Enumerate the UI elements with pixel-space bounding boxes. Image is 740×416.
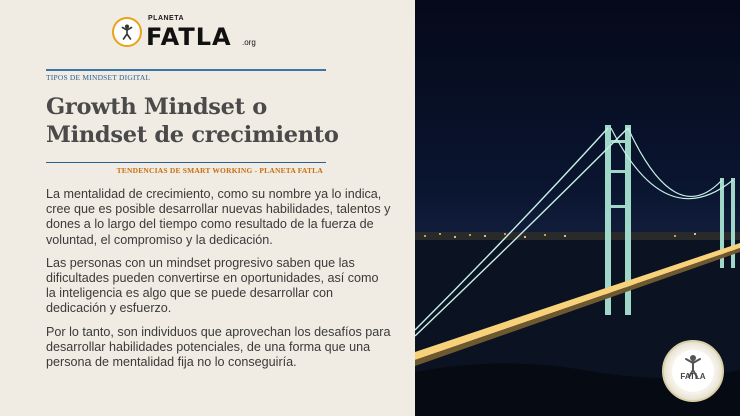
- title-line-2: Mindset de crecimiento: [46, 122, 339, 148]
- body-text: [46, 187, 391, 378]
- title-line-1: Growth Mindset o: [46, 94, 267, 120]
- logo-emblem-icon: [112, 17, 142, 47]
- top-divider: [46, 69, 326, 71]
- bridge-photo: [415, 0, 740, 416]
- people-icon: [121, 24, 133, 40]
- planeta-fatla-logo: [112, 15, 262, 51]
- section-kicker: TIPOS DE MINDSET DIGITAL: [46, 73, 151, 82]
- page-title: [46, 93, 339, 149]
- badge-text: FATLA: [680, 372, 706, 381]
- logo-small-text: PLANETA: [148, 15, 185, 22]
- logo-main-text: FATLA: [146, 23, 232, 51]
- paragraph-3: Por lo tanto, son individuos que aprovechan los desafíos para desarrollar habilidades potenciales, de una forma que una persona de mentalidad fija no lo conseguiría.: [46, 324, 391, 370]
- fatla-badge: [662, 340, 724, 402]
- paragraph-1: La mentalidad de crecimiento, como su nombre ya lo indica, cree que es posible desarrollar nuevas habilidades, talentos y dones a lo largo del tiempo como resultado de la fuerza de voluntad, el compromiso y la dedicación.: [46, 187, 391, 247]
- mid-divider: [46, 162, 326, 163]
- section-subtitle: TENDENCIAS DE SMART WORKING - PLANETA FATLA: [116, 166, 323, 175]
- paragraph-2: Las personas con un mindset progresivo saben que las dificultades pueden convertirse en oportunidades, así como la inteligencia es algo que se puede desarrollar con dedicación y esfuerzo.: [46, 255, 379, 316]
- logo-suffix: .org: [242, 38, 256, 47]
- city-lights: [415, 232, 740, 240]
